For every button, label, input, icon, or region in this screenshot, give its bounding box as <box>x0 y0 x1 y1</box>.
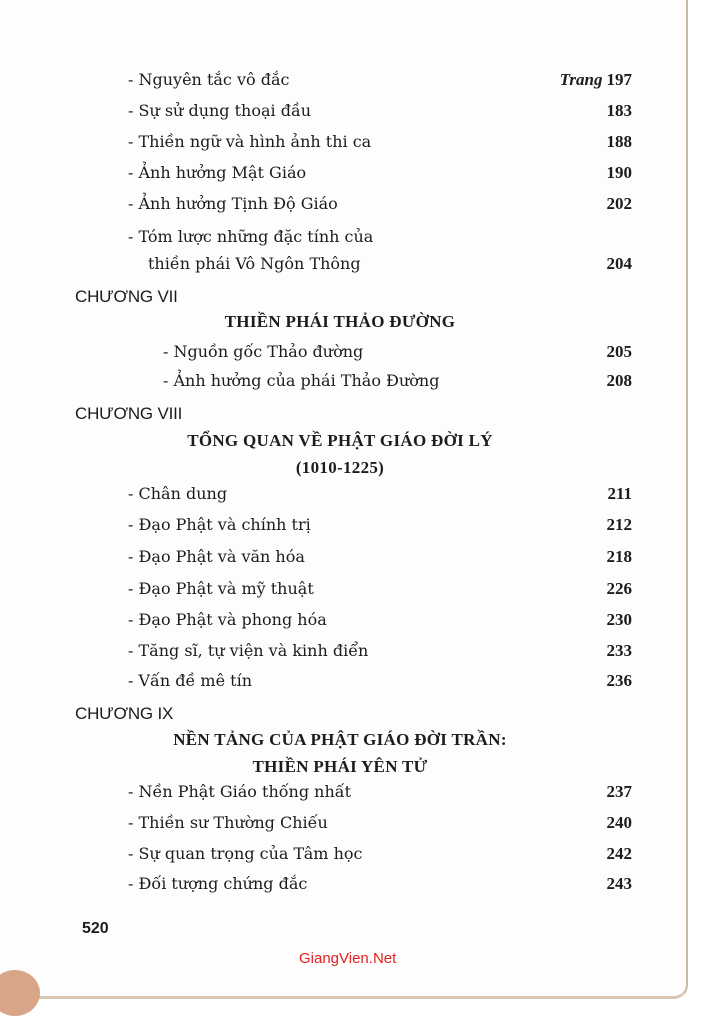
chapter-label: CHƯƠNG VIII <box>75 404 183 423</box>
toc-entry-page: 230 <box>606 610 632 629</box>
toc-entry-label: - Ảnh hưởng Mật Giáo <box>128 163 307 182</box>
toc-entry-label: - Đạo Phật và chính trị <box>128 515 311 534</box>
toc-entry-page: 183 <box>606 101 632 120</box>
toc-entry <box>0 481 700 507</box>
chapter-title: TỔNG QUAN VỀ PHẬT GIÁO ĐỜI LÝ <box>187 431 493 450</box>
watermark: GiangVien.Net <box>299 950 397 967</box>
chapter-subtitle: THIỀN PHÁI YÊN TỬ <box>252 757 428 776</box>
toc-entry <box>0 160 700 186</box>
toc-entry <box>0 67 700 93</box>
toc-entry <box>0 544 700 570</box>
toc-entry <box>0 98 700 124</box>
page-number: 520 <box>82 920 109 937</box>
toc-entry-page: 202 <box>606 194 632 213</box>
toc-entry <box>0 224 700 250</box>
toc-entry <box>0 638 700 664</box>
toc-entry-label: - Thiền ngữ và hình ảnh thi ca <box>128 132 372 151</box>
toc-entry-page: 218 <box>606 547 632 566</box>
toc-entry-label: - Đạo Phật và mỹ thuật <box>128 579 314 598</box>
toc-entry <box>0 668 700 694</box>
toc-entry <box>0 368 700 394</box>
toc-entry-label: - Ảnh hưởng Tịnh Độ Giáo <box>128 194 338 213</box>
toc-entry-label: - Nguyên tắc vô đắc <box>128 70 290 89</box>
toc-entry-label: - Thiền sư Thường Chiếu <box>128 813 328 832</box>
toc-entry-page: 240 <box>606 813 632 832</box>
toc-entry-page: 226 <box>606 579 632 598</box>
toc-entry-page: 211 <box>607 484 632 503</box>
toc-entry <box>0 339 700 365</box>
toc-entry-page: 236 <box>606 671 632 690</box>
thumb-decoration <box>0 970 40 1016</box>
toc-entry-label: - Đối tượng chứng đắc <box>128 874 308 893</box>
toc-entry <box>0 841 700 867</box>
toc-entry-page: 190 <box>606 163 632 182</box>
toc-entry-label: - Sự sử dụng thoại đầu <box>128 101 312 120</box>
toc-entry <box>0 129 700 155</box>
toc-entry-label: - Sự quan trọng của Tâm học <box>128 844 363 863</box>
toc-entry-label: - Tóm lược những đặc tính của <box>128 227 374 246</box>
toc-entry-page: 237 <box>606 782 632 801</box>
toc-entry-page: 243 <box>606 874 632 893</box>
toc-entry-page: 188 <box>606 132 632 151</box>
toc-entry-label: thiền phái Vô Ngôn Thông <box>148 254 361 273</box>
toc-entry <box>0 607 700 633</box>
page-value: 197 <box>606 70 632 89</box>
toc-entry <box>0 810 700 836</box>
toc-entry-label: - Tăng sĩ, tự viện và kinh điển <box>128 641 369 660</box>
chapter-title: NỀN TẢNG CỦA PHẬT GIÁO ĐỜI TRẦN: <box>173 730 507 749</box>
toc-entry-label: - Nền Phật Giáo thống nhất <box>128 782 352 801</box>
toc-entry-label: - Vấn đề mê tín <box>128 671 252 690</box>
toc-entry-page: 208 <box>606 371 632 390</box>
chapter-title: THIỀN PHÁI THẢO ĐƯỜNG <box>224 312 456 331</box>
chapter-subtitle: (1010-1225) <box>295 458 385 477</box>
toc-entry-page: 205 <box>606 342 632 361</box>
chapter-label: CHƯƠNG IX <box>75 704 174 723</box>
toc-entry <box>0 512 700 538</box>
toc-entry-label: - Nguồn gốc Thảo đường <box>163 342 364 361</box>
toc-entry-label: - Đạo Phật và phong hóa <box>128 610 327 629</box>
toc-entry <box>0 871 700 897</box>
toc-entry <box>0 779 700 805</box>
toc-entry-page: 204 <box>606 254 632 273</box>
toc-entry-continuation <box>0 251 700 277</box>
toc-entry-label: - Ảnh hưởng của phái Thảo Đường <box>163 371 440 390</box>
toc-entry <box>0 576 700 602</box>
toc-entry-page: 242 <box>606 844 632 863</box>
toc-entry-page: 212 <box>606 515 632 534</box>
toc-entry-page: 233 <box>606 641 632 660</box>
toc-entry-label: - Chân dung <box>128 484 228 503</box>
toc-entry-label: - Đạo Phật và văn hóa <box>128 547 305 566</box>
chapter-label: CHƯƠNG VII <box>75 287 178 306</box>
toc-entry <box>0 191 700 217</box>
toc-entry-page <box>560 67 632 93</box>
trang-label: Trang <box>559 70 603 89</box>
